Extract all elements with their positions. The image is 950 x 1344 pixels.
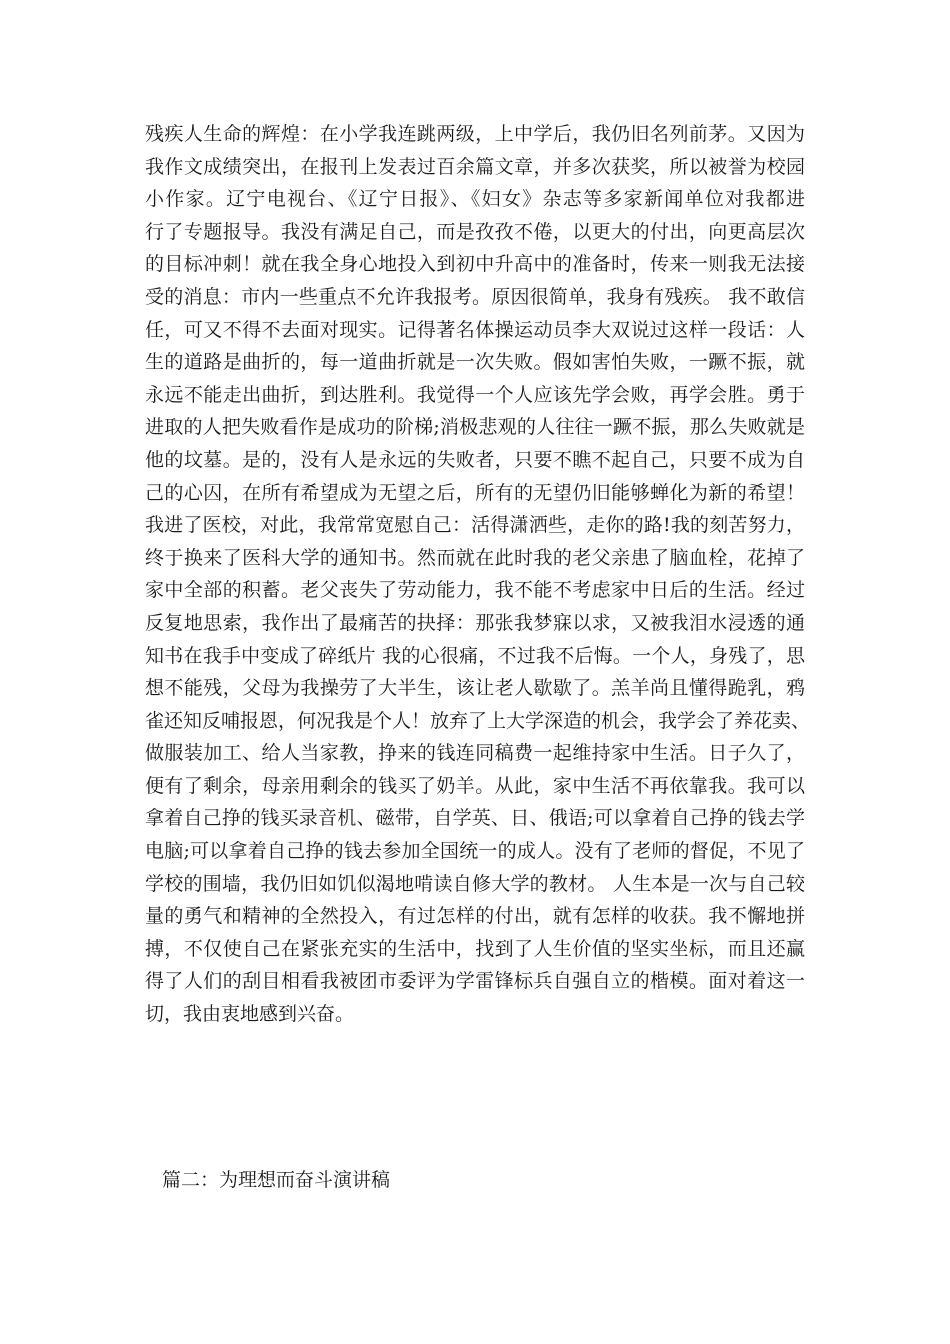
paragraph-line: 反复地思索，我作出了最痛苦的抉择：那张我梦寐以求，又被我泪水浸透的通 bbox=[145, 611, 805, 634]
paragraph-line: 做服装加工、给人当家教，挣来的钱连同稿费一起维持家中生活。日子久了， bbox=[145, 742, 805, 765]
paragraph-line: 的目标冲刺！就在我全身心地投入到初中升高中的准备时，传来一则我无法接 bbox=[145, 253, 805, 276]
paragraph-line: 电脑;可以拿着自己挣的钱去参加全国统一的成人。没有了老师的督促，不见了 bbox=[145, 840, 805, 863]
paragraph-line: 他的坟墓。是的，没有人是永远的失败者，只要不瞧不起自己，只要不成为自 bbox=[145, 448, 805, 471]
paragraph-line: 拿着自己挣的钱买录音机、磁带，自学英、日、俄语;可以拿着自己挣的钱去学 bbox=[145, 807, 805, 830]
paragraph-line: 任，可又不得不去面对现实。记得著名体操运动员李大双说过这样一段话：人 bbox=[145, 318, 805, 341]
paragraph-line-last: 切，我由衷地感到兴奋。 bbox=[145, 1003, 355, 1026]
paragraph-line: 我进了医校，对此，我常常宽慰自己：活得潇洒些，走你的路!我的刻苦努力， bbox=[145, 514, 805, 537]
paragraph-line: 量的勇气和精神的全然投入，有过怎样的付出，就有怎样的收获。我不懈地拼 bbox=[145, 905, 805, 928]
paragraph-line: 永远不能走出曲折，到达胜利。我觉得一个人应该先学会败，再学会胜。勇于 bbox=[145, 383, 805, 406]
paragraph-line: 搏，不仅使自己在紧张充实的生活中，找到了人生价值的坚实坐标，而且还赢 bbox=[145, 937, 805, 960]
paragraph-line: 家中全部的积蓄。老父丧失了劳动能力，我不能不考虑家中日后的生活。经过 bbox=[145, 579, 805, 602]
body-paragraph bbox=[145, 118, 811, 1031]
paragraph-line: 雀还知反哺报恩，何况我是个人！放弃了上大学深造的机会，我学会了养花卖、 bbox=[145, 709, 811, 732]
paragraph-line: 生的道路是曲折的，每一道曲折就是一次失败。假如害怕失败，一蹶不振，就 bbox=[145, 351, 805, 374]
paragraph-line: 受的消息：市内一些重点不允许我报考。原因很简单，我身有残疾。 我不敢信 bbox=[145, 285, 805, 308]
paragraph-line: 知书在我手中变成了碎纸片 我的心很痛，不过我不后悔。一个人，身残了，思 bbox=[145, 644, 805, 667]
paragraph-line: 学校的围墙，我仍旧如饥似渴地啃读自修大学的教材。 人生本是一次与自己较 bbox=[145, 872, 805, 895]
paragraph-line: 想不能残，父母为我操劳了大半生，该让老人歇歇了。羔羊尚且懂得跪乳，鸦 bbox=[145, 677, 805, 700]
paragraph-line: 行了专题报导。我没有满足自己，而是孜孜不倦，以更大的付出，向更高层次 bbox=[145, 220, 805, 243]
paragraph-line: 小作家。辽宁电视台、《辽宁日报》、《妇女》杂志等多家新闻单位对我都进 bbox=[145, 188, 805, 211]
paragraph-line: 我作文成绩突出，在报刊上发表过百余篇文章，并多次获奖，所以被誉为校园 bbox=[145, 155, 805, 178]
paragraph-line: 得了人们的刮目相看我被团市委评为学雷锋标兵自强自立的楷模。面对着这一 bbox=[145, 970, 805, 993]
paragraph-line: 残疾人生命的辉煌：在小学我连跳两级，上中学后，我仍旧名列前茅。又因为 bbox=[145, 123, 805, 145]
section-heading: 篇二：为理想而奋斗演讲稿 bbox=[162, 1169, 391, 1191]
paragraph-line: 终于换来了医科大学的通知书。然而就在此时我的老父亲患了脑血栓，花掉了 bbox=[145, 546, 805, 569]
paragraph-line: 己的心囚，在所有希望成为无望之后，所有的无望仍旧能够蝉化为新的希望！ bbox=[145, 481, 805, 504]
paragraph-line: 进取的人把失败看作是成功的阶梯;消极悲观的人往往一蹶不振，那么失败就是 bbox=[145, 416, 805, 439]
paragraph-line: 便有了剩余，母亲用剩余的钱买了奶羊。从此，家中生活不再依靠我。我可以 bbox=[145, 774, 805, 797]
